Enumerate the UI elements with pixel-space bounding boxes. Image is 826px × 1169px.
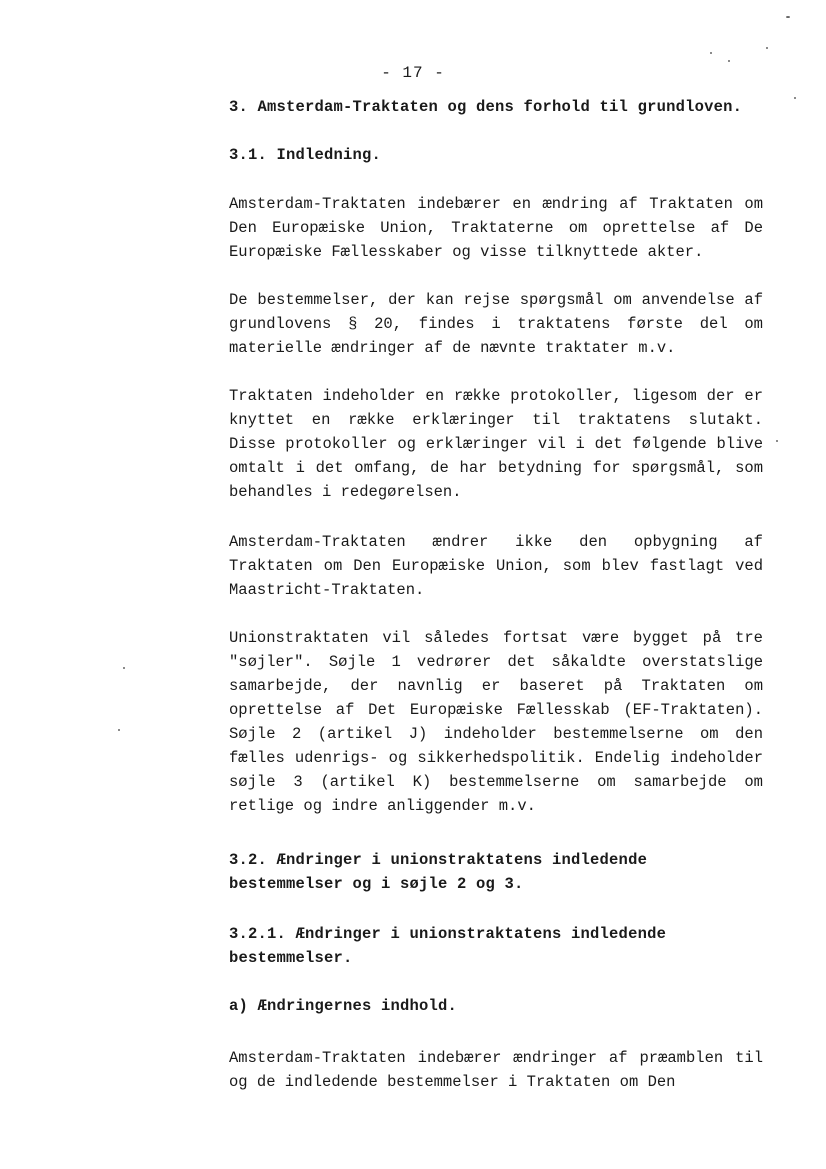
- scan-speck: [728, 60, 730, 62]
- scan-speck: [776, 440, 778, 442]
- section-a-heading: a) Ændringernes indhold.: [229, 997, 458, 1015]
- paragraph-pillars: Unionstraktaten vil således fortsat være bygget på tre "søjler". Søjle 1 vedrører det såkaldte overstatslige samarbejde, der navnlig er baseret på Traktaten om oprettelse af Det Europæiske Fællesskab (EF-Traktaten). Søjle 2 (artikel J) indeholder bestemmelserne om den fælles udenrigs- og sikkerhedspolitik. Endelig indeholder søjle 3 (artikel K) bestemmelserne om samarbejde om retlige og indre anliggender m.v.: [229, 629, 763, 815]
- scan-speck: [766, 47, 768, 49]
- paragraph-intro: Amsterdam-Traktaten indebærer en ændring af Traktaten om Den Europæiske Union, Traktaterne om oprettelse af De Europæiske Fællesskaber og visse tilknyttede akter.: [229, 195, 763, 261]
- paragraph-provisions: De bestemmelser, der kan rejse spørgsmål om anvendelse af grundlovens § 20, findes i traktatens første del om materielle ændringer af de nævnte traktater m.v.: [229, 291, 763, 357]
- scan-speck: [794, 97, 796, 99]
- section-3-1-heading: 3.1. Indledning.: [229, 146, 382, 164]
- paragraph-preamble: Amsterdam-Traktaten indebærer ændringer af præamblen til og de indledende bestemmelser i Traktaten om Den: [229, 1049, 763, 1091]
- page-number: - 17 -: [381, 64, 445, 82]
- paragraph-protocols: Traktaten indeholder en række protokoller, ligesom der er knyttet en række erklæringer til traktatens slutakt. Disse protokoller og erklæringer vil i det følgende blive omtalt i det omfang, de har betydning for spørgsmål, som behandles i redegørelsen.: [229, 387, 763, 501]
- scan-speck: [710, 52, 712, 54]
- section-3-heading: 3. Amsterdam-Traktaten og dens forhold til grundloven.: [229, 98, 743, 116]
- scan-speck: [786, 16, 790, 18]
- scan-speck: [123, 667, 125, 669]
- paragraph-structure: Amsterdam-Traktaten ændrer ikke den opbygning af Traktaten om Den Europæiske Union, som blev fastlagt ved Maastricht-Traktaten.: [229, 533, 763, 599]
- scan-speck: [118, 729, 120, 731]
- section-3-2-1-heading: 3.2.1. Ændringer i unionstraktatens indledende bestemmelser.: [229, 925, 667, 967]
- section-3-2-heading: 3.2. Ændringer i unionstraktatens indledende bestemmelser og i søjle 2 og 3.: [229, 851, 648, 893]
